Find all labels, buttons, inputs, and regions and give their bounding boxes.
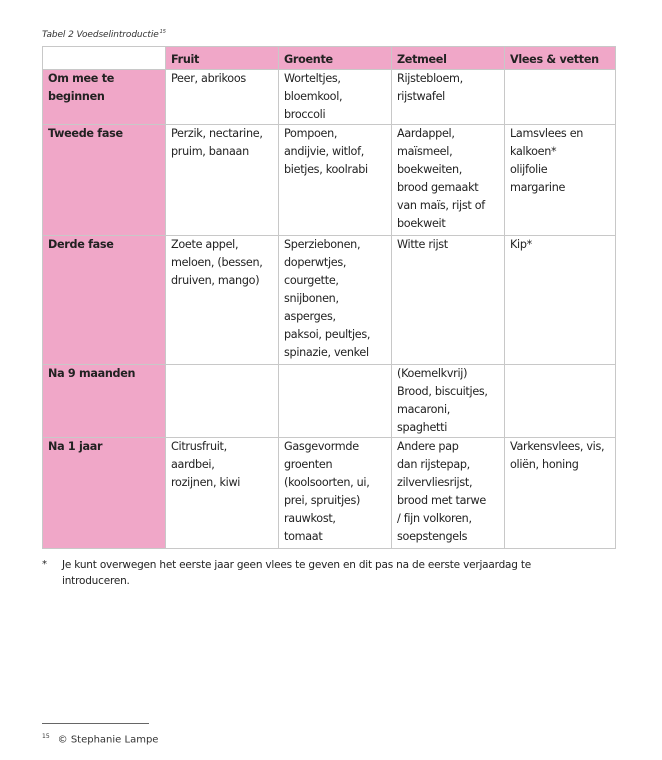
cell-line: Gasgevormde bbox=[284, 440, 359, 453]
cell-line: Perzik, nectarine, bbox=[171, 127, 263, 140]
cell-line: Zoete appel, bbox=[171, 238, 239, 251]
footnote-text: © Stephanie Lampe bbox=[57, 734, 159, 746]
phase-label bbox=[43, 365, 166, 438]
cell-fruit bbox=[166, 365, 279, 438]
cell-line: margarine bbox=[510, 181, 566, 194]
header-corner bbox=[43, 47, 166, 70]
cell-line: bloemkool, bbox=[284, 90, 343, 103]
phase-label bbox=[43, 70, 166, 125]
phase-label bbox=[43, 125, 166, 236]
footnote-note bbox=[42, 557, 622, 589]
cell-line: Rijstebloem, bbox=[397, 72, 463, 85]
header-fruit: Fruit bbox=[166, 47, 279, 70]
cell-line: boekweit bbox=[397, 217, 446, 230]
cell-line: meloen, (bessen, bbox=[171, 256, 263, 269]
cell-line: andijvie, witlof, bbox=[284, 145, 364, 158]
cell-line: macaroni, bbox=[397, 403, 451, 416]
cell-line: (koolsoorten, ui, bbox=[284, 476, 370, 489]
cell-line: oliën, honing bbox=[510, 458, 579, 471]
note-line: introduceren. bbox=[62, 575, 130, 587]
cell-line: maïsmeel, bbox=[397, 145, 453, 158]
cell-groente bbox=[279, 70, 392, 125]
cell-line: druiven, mango) bbox=[171, 274, 260, 287]
header-zetmeel: Zetmeel bbox=[392, 47, 505, 70]
cell-vlees-vetten bbox=[505, 236, 616, 365]
note-text bbox=[62, 557, 622, 589]
cell-line: soepstengels bbox=[397, 530, 468, 543]
caption-footnote-ref: 15 bbox=[159, 29, 166, 35]
phase-label-line: Tweede fase bbox=[48, 127, 123, 140]
cell-line: kalkoen* bbox=[510, 145, 557, 158]
cell-line: Aardappel, bbox=[397, 127, 455, 140]
cell-line: brood met tarwe bbox=[397, 494, 486, 507]
cell-fruit bbox=[166, 236, 279, 365]
table-row bbox=[43, 365, 616, 438]
cell-line: Brood, biscuitjes, bbox=[397, 385, 488, 398]
cell-line: tomaat bbox=[284, 530, 323, 543]
phase-label bbox=[43, 438, 166, 549]
table-row bbox=[43, 438, 616, 549]
cell-vlees-vetten bbox=[505, 438, 616, 549]
cell-line: asperges, bbox=[284, 310, 336, 323]
header-row bbox=[43, 47, 616, 70]
cell-line: snijbonen, bbox=[284, 292, 339, 305]
cell-zetmeel bbox=[392, 70, 505, 125]
footnote-number: 15 bbox=[42, 733, 50, 740]
note-bullet: * bbox=[42, 559, 47, 570]
cell-line: courgette, bbox=[284, 274, 339, 287]
cell-fruit bbox=[166, 125, 279, 236]
cell-vlees-vetten bbox=[505, 70, 616, 125]
table-row bbox=[43, 236, 616, 365]
cell-groente bbox=[279, 438, 392, 549]
cell-line: aardbei, bbox=[171, 458, 215, 471]
cell-line: bietjes, koolrabi bbox=[284, 163, 368, 176]
cell-line: Lamsvlees en bbox=[510, 127, 584, 140]
cell-line: / fijn volkoren, bbox=[397, 512, 472, 525]
cell-line: brood gemaakt bbox=[397, 181, 479, 194]
cell-line: Varkensvlees, vis, bbox=[510, 440, 605, 453]
cell-line: Sperziebonen, bbox=[284, 238, 361, 251]
phase-label-line: beginnen bbox=[48, 90, 105, 103]
cell-line: rijstwafel bbox=[397, 90, 445, 103]
page-footnote bbox=[42, 733, 158, 745]
cell-line: Kip* bbox=[510, 238, 532, 251]
cell-zetmeel bbox=[392, 125, 505, 236]
cell-zetmeel bbox=[392, 365, 505, 438]
table-row bbox=[43, 125, 616, 236]
phase-label-line: Om mee te bbox=[48, 72, 115, 85]
caption-text: Tabel 2 Voedselintroductie bbox=[42, 30, 159, 40]
cell-line: pruim, banaan bbox=[171, 145, 249, 158]
cell-line: van maïs, rijst of bbox=[397, 199, 485, 212]
cell-line: boekweiten, bbox=[397, 163, 463, 176]
cell-line: spinazie, venkel bbox=[284, 346, 369, 359]
cell-line: dan rijstepap, bbox=[397, 458, 470, 471]
cell-line: prei, spruitjes) bbox=[284, 494, 361, 507]
cell-line: broccoli bbox=[284, 108, 326, 121]
cell-groente bbox=[279, 365, 392, 438]
cell-line: olijfolie bbox=[510, 163, 548, 176]
cell-line: doperwtjes, bbox=[284, 256, 347, 269]
cell-line: Citrusfruit, bbox=[171, 440, 227, 453]
cell-vlees-vetten bbox=[505, 365, 616, 438]
header-vlees-vetten: Vlees & vetten bbox=[505, 47, 616, 70]
cell-vlees-vetten bbox=[505, 125, 616, 236]
note-line: Je kunt overwegen het eerste jaar geen vlees te geven en dit pas na de eerste verjaardag te bbox=[62, 559, 532, 571]
cell-zetmeel bbox=[392, 438, 505, 549]
food-introduction-table bbox=[42, 46, 616, 549]
cell-line: (Koemelkvrij) bbox=[397, 367, 468, 380]
cell-groente bbox=[279, 125, 392, 236]
cell-groente bbox=[279, 236, 392, 365]
cell-line: rauwkost, bbox=[284, 512, 336, 525]
cell-line: Pompoen, bbox=[284, 127, 338, 140]
cell-line: Worteltjes, bbox=[284, 72, 341, 85]
cell-fruit bbox=[166, 70, 279, 125]
phase-label-line: Derde fase bbox=[48, 238, 114, 251]
header-groente: Groente bbox=[279, 47, 392, 70]
cell-zetmeel bbox=[392, 236, 505, 365]
cell-line: zilvervliesrijst, bbox=[397, 476, 473, 489]
cell-line: Andere pap bbox=[397, 440, 459, 453]
cell-line: groenten bbox=[284, 458, 333, 471]
phase-label bbox=[43, 236, 166, 365]
cell-line: paksoi, peultjes, bbox=[284, 328, 371, 341]
phase-label-line: Na 1 jaar bbox=[48, 440, 103, 453]
table-row bbox=[43, 70, 616, 125]
phase-label-line: Na 9 maanden bbox=[48, 367, 136, 380]
cell-line: spaghetti bbox=[397, 421, 448, 434]
cell-line: rozijnen, kiwi bbox=[171, 476, 241, 489]
footnote-divider bbox=[42, 723, 149, 724]
table-caption bbox=[42, 29, 166, 40]
cell-fruit bbox=[166, 438, 279, 549]
cell-line: Peer, abrikoos bbox=[171, 72, 246, 85]
cell-line: Witte rijst bbox=[397, 238, 448, 251]
